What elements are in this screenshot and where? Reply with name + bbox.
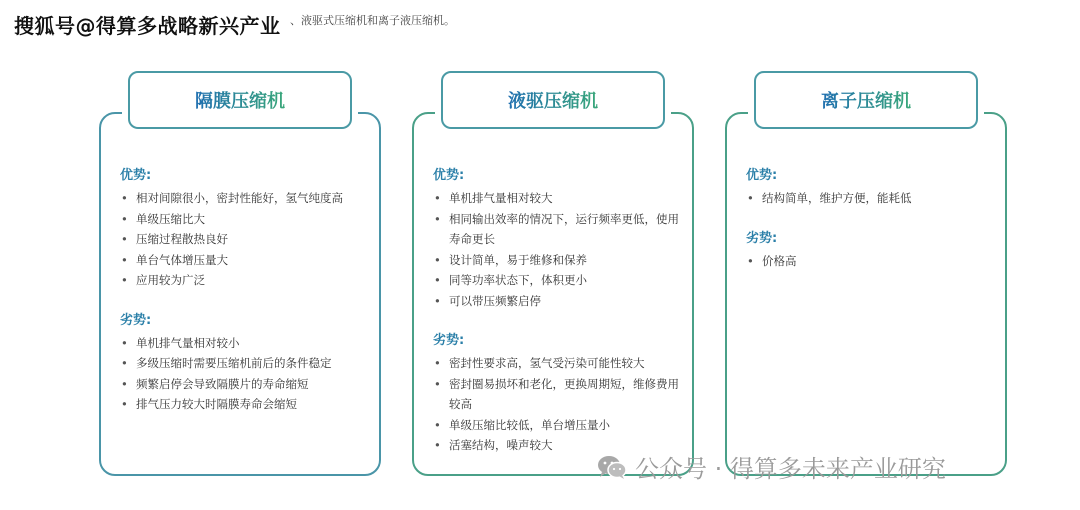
list-item: • 单台气体增压量大 <box>120 250 367 271</box>
advantages-label: 优势: <box>433 168 465 183</box>
list-item: • 单机排气量相对较小 <box>120 333 367 354</box>
card-title-tab <box>128 71 352 129</box>
list-item: • 密封性要求高，氢气受污染可能性较大 <box>433 353 680 374</box>
list-item: • 相同输出效率的情况下，运行频率更低，使用寿命更长 <box>433 209 680 250</box>
wechat-watermark-text: 公众号 · 得算多未来产业研究 <box>635 455 946 483</box>
card-title: 离子压缩机 <box>821 87 911 113</box>
card-title-tab <box>754 71 978 129</box>
disadvantages-list <box>746 251 993 272</box>
list-item: • 压缩过程散热良好 <box>120 229 367 250</box>
card-ionic-compressor <box>725 91 1007 476</box>
list-item: • 价格高 <box>746 251 993 272</box>
card-diaphragm-compressor <box>99 91 381 476</box>
list-item: • 单级压缩比大 <box>120 209 367 230</box>
advantages-list <box>120 188 367 291</box>
list-item: • 活塞结构，噪声较大 <box>433 435 680 456</box>
advantages-list <box>746 188 993 209</box>
card-title: 液驱压缩机 <box>508 87 598 113</box>
list-item: • 可以带压频繁启停 <box>433 291 680 312</box>
list-item: • 设计简单，易于维修和保养 <box>433 250 680 271</box>
list-item: • 排气压力较大时隔膜寿命会缩短 <box>120 394 367 415</box>
disadvantages-list <box>120 333 367 415</box>
wechat-icon <box>597 454 627 480</box>
advantages-label: 优势: <box>120 168 152 183</box>
list-item: • 密封圈易损坏和老化，更换周期短，维修费用较高 <box>433 374 680 415</box>
list-item: • 相对间隙很小，密封性能好，氢气纯度高 <box>120 188 367 209</box>
top-caption: 、液驱式压缩机和离子液压缩机。 <box>290 14 455 27</box>
disadvantages-label: 劣势: <box>746 230 778 246</box>
list-item: • 同等功率状态下，体积更小 <box>433 270 680 291</box>
wechat-watermark <box>597 449 946 484</box>
card-hydraulic-compressor <box>412 91 694 476</box>
disadvantages-label: 劣势: <box>433 333 465 348</box>
list-item: • 应用较为广泛 <box>120 270 367 291</box>
list-item: • 单级压缩比较低，单台增压量小 <box>433 415 680 436</box>
sohu-watermark: 搜狐号@得算多战略新兴产业 <box>14 14 281 38</box>
list-item: • 结构简单，维护方便，能耗低 <box>746 188 993 209</box>
card-title: 隔膜压缩机 <box>195 87 285 113</box>
list-item: • 多级压缩时需要压缩机前后的条件稳定 <box>120 353 367 374</box>
list-item: • 单机排气量相对较大 <box>433 188 680 209</box>
disadvantages-label: 劣势: <box>120 312 152 328</box>
disadvantages-list <box>433 353 680 456</box>
card-title-tab <box>441 71 665 129</box>
advantages-list <box>433 188 680 311</box>
advantages-label: 优势: <box>746 168 778 183</box>
list-item: • 频繁启停会导致隔膜片的寿命缩短 <box>120 374 367 395</box>
